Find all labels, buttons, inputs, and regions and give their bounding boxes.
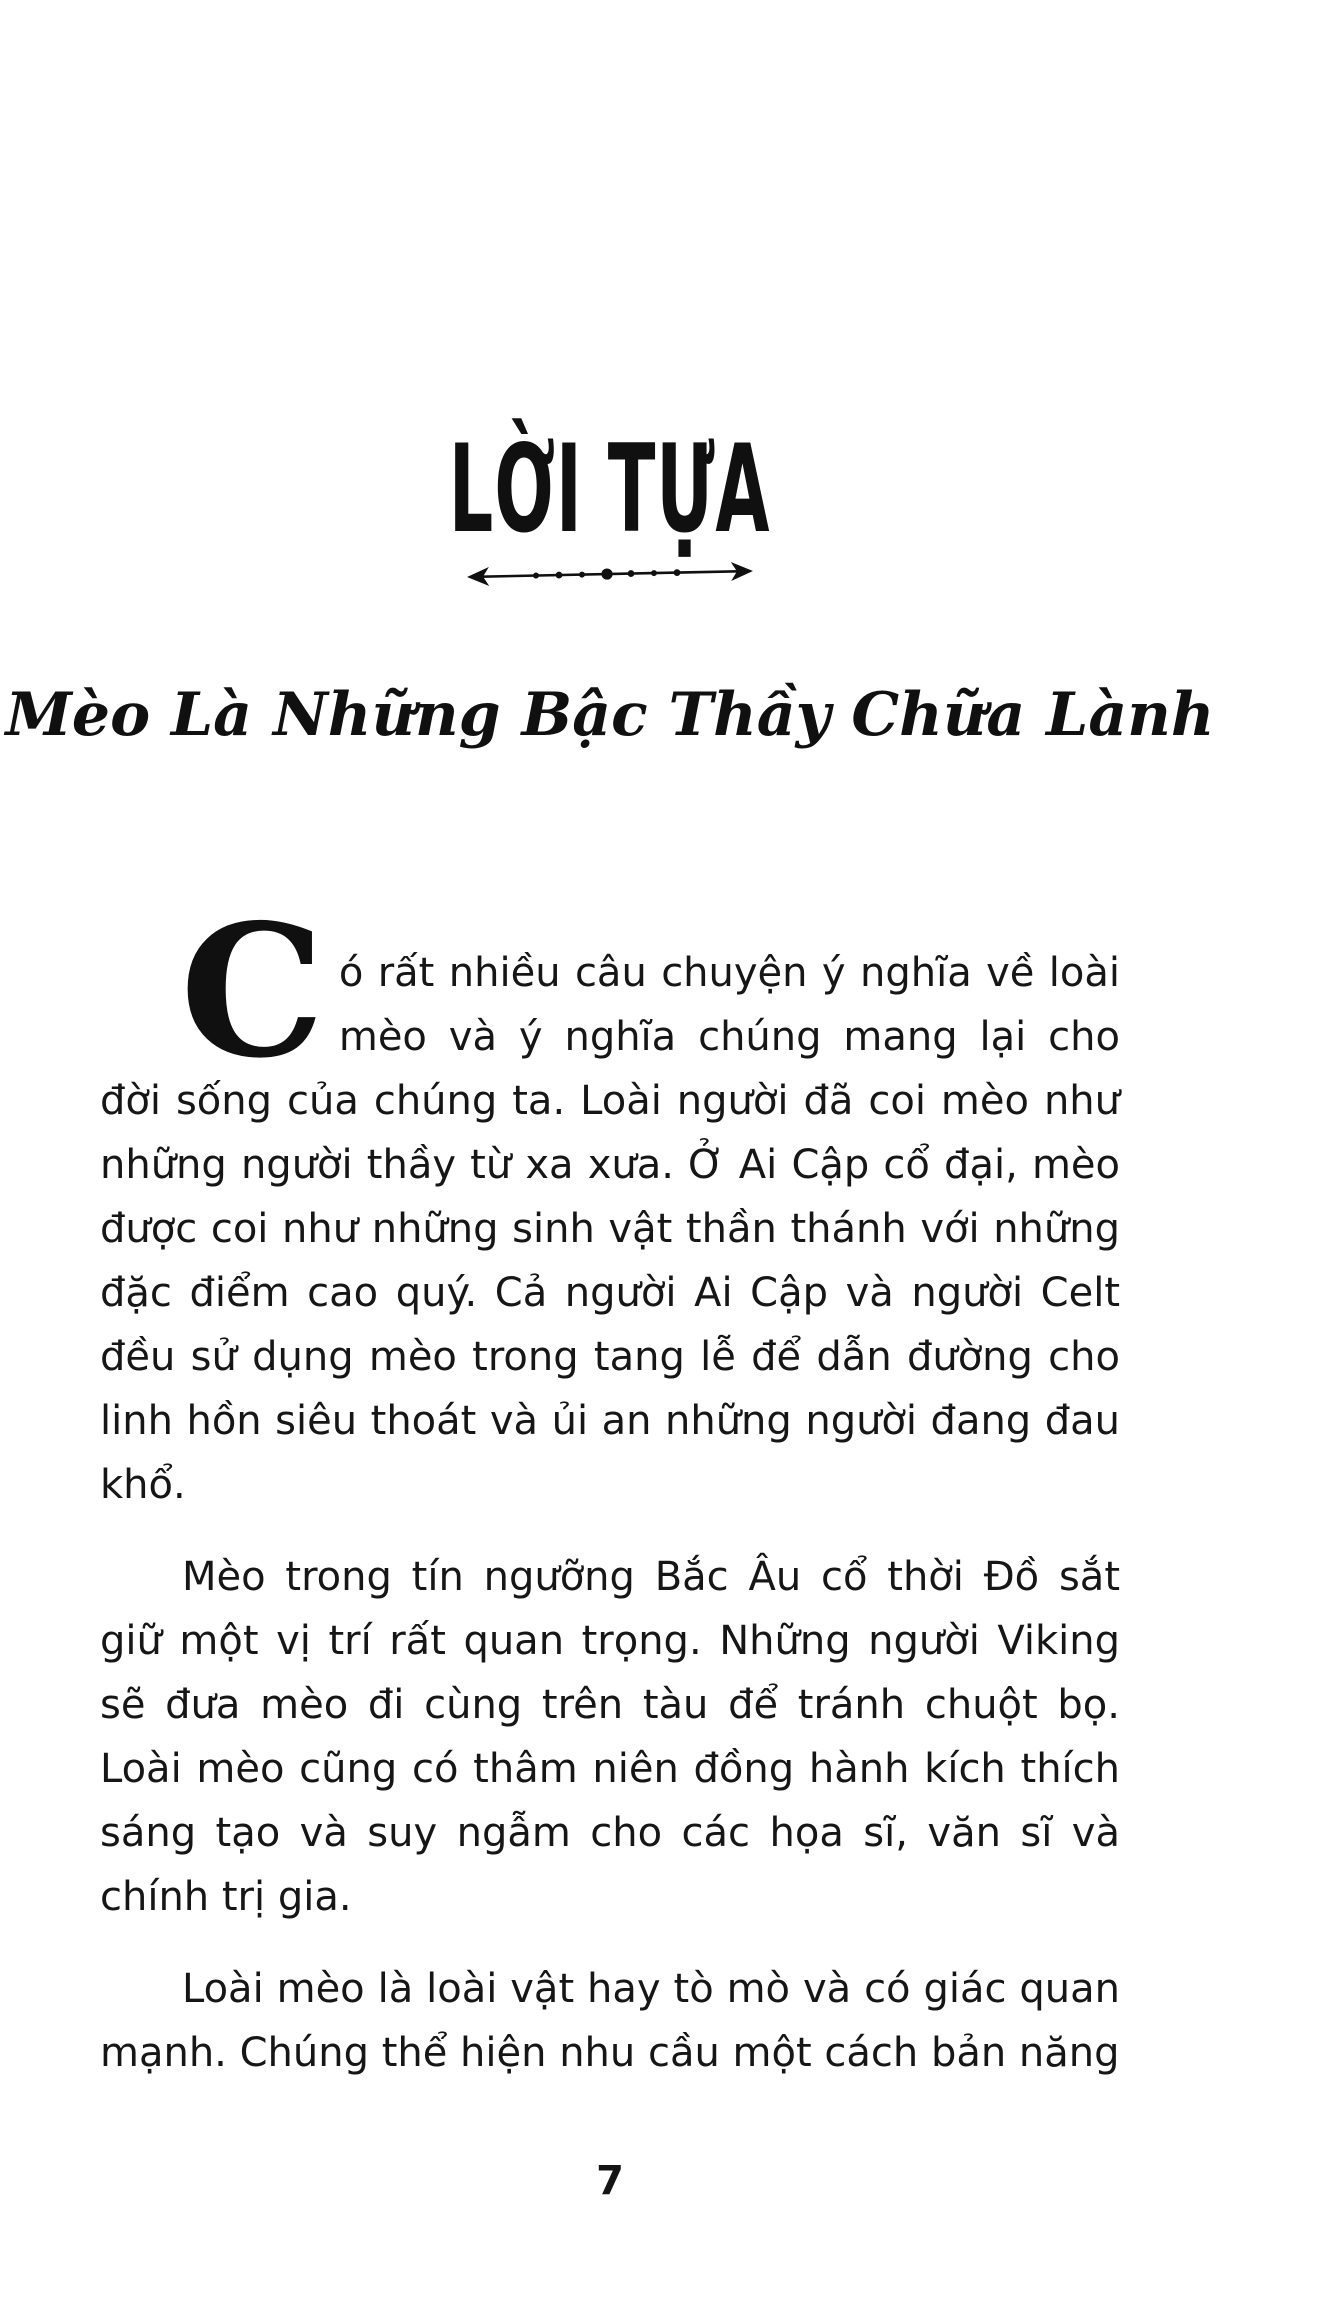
paragraph-1-text: ó rất nhiều câu chuyện ý nghĩa về loài mèo và ý nghĩa chúng mang lại cho đời sống của chúng ta. Loài người đã coi mèo như những người thầy từ xa xưa. Ở Ai Cập cổ đại, mèo được coi như những sinh vật thần thánh với những đặc điểm cao quý. Cả người Ai Cập và người Celt đều sử dụng mèo trong tang lễ để dẫn đường cho linh hồn siêu thoát và ủi an những người đang đau khổ. — [100, 950, 1120, 1508]
section-subtitle-wrap — [5, 648, 1215, 782]
divider-wrap — [100, 560, 1120, 588]
paragraph-1 — [100, 884, 1120, 1517]
chapter-title: LỜI TỰA — [449, 418, 771, 560]
paragraph-2 — [100, 1545, 1120, 1929]
paragraph-3-text: Loài mèo là loài vật hay tò mò và có giác quan mạnh. Chúng thể hiện nhu cầu một cách bản năng — [100, 1966, 1120, 2076]
paragraph-3 — [100, 1957, 1120, 2085]
chapter-title-wrap — [100, 404, 1120, 574]
section-subtitle: Mèo Là Những Bậc Thầy Chữa Lành — [5, 680, 1215, 750]
arrow-divider-icon — [465, 557, 756, 591]
body-text — [100, 884, 1120, 2113]
page-number: 7 — [596, 2158, 624, 2204]
paragraph-2-text: Mèo trong tín ngưỡng Bắc Âu cổ thời Đồ sắt giữ một vị trí rất quan trọng. Những người Viking sẽ đưa mèo đi cùng trên tàu để tránh chuột bọ. Loài mèo cũng có thâm niên đồng hành kích thích sáng tạo và suy ngẫm cho các họa sĩ, văn sĩ và chính trị gia. — [100, 1554, 1120, 1920]
drop-cap: C — [180, 884, 325, 1098]
